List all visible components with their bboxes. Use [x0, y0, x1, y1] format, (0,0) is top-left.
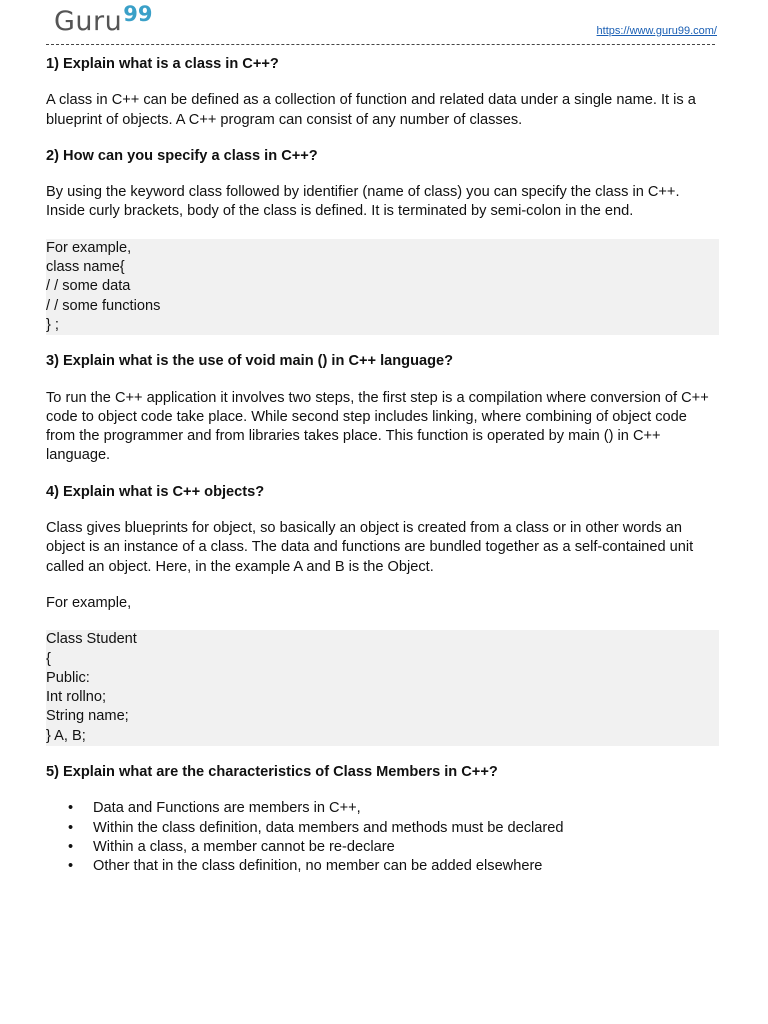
example-label: For example,	[46, 594, 132, 611]
answer-2: By using the keyword class followed by identifier (name of class) you can specify the class in C++. Inside curly brackets, body of the class is defined. It is terminated by semi-colon in the end.	[46, 184, 680, 220]
code-block-1	[46, 239, 719, 335]
list-item	[46, 799, 719, 818]
question-3: 3) Explain what is the use of void main () in C++ language?	[46, 353, 454, 370]
code-block-2	[46, 630, 719, 746]
code-line: {	[46, 650, 51, 667]
code-line: Public:	[46, 669, 90, 686]
guru99-logo	[54, 2, 152, 37]
header-divider	[46, 44, 715, 45]
code-line: Class Student	[46, 631, 137, 648]
list-item-text: Within the class definition, data members and methods must be declared	[93, 819, 564, 836]
code-line: / / some data	[46, 278, 131, 295]
bullet-icon: •	[68, 800, 74, 817]
code-line: class name{	[46, 259, 125, 276]
bullet-icon: •	[68, 858, 74, 875]
logo-number: 99	[123, 2, 153, 26]
answer-4: Class gives blueprints for object, so basically an object is created from a class or in other words an object is an instance of a class. The data and functions are bundled together as a self-contained unit called an object. Here, in the example A and B is the Object.	[46, 520, 694, 575]
code-line: } A, B;	[46, 727, 86, 744]
code-line: String name;	[46, 708, 129, 725]
list-item	[46, 857, 719, 876]
characteristics-list	[46, 799, 719, 876]
code-line: / / some functions	[46, 297, 161, 314]
question-1: 1) Explain what is a class in C++?	[46, 56, 279, 72]
bullet-icon: •	[68, 838, 74, 855]
list-item-text: Within a class, a member cannot be re-declare	[93, 838, 395, 855]
code-line: Int rollno;	[46, 689, 107, 706]
bullet-icon: •	[68, 819, 74, 836]
main-content	[46, 55, 719, 877]
list-item	[46, 838, 719, 857]
question-5: 5) Explain what are the characteristics of Class Members in C++?	[46, 764, 498, 781]
list-item-text: Data and Functions are members in C++,	[93, 800, 361, 817]
list-item-text: Other that in the class definition, no member can be added elsewhere	[93, 858, 543, 875]
code-line: } ;	[46, 316, 59, 333]
logo-text: Guru	[54, 6, 123, 37]
answer-3: To run the C++ application it involves two steps, the first step is a compilation where conversion of C++ code to object code take place. While second step includes linking, where combining of object code from the programmer and from libraries takes place. This function is operated by main () in C++ language.	[46, 389, 709, 464]
page-header	[46, 0, 719, 42]
question-4: 4) Explain what is C++ objects?	[46, 483, 265, 500]
code-line: For example,	[46, 239, 132, 256]
list-item	[46, 819, 719, 838]
site-url-link[interactable]: https://www.guru99.com/	[596, 25, 717, 37]
answer-1: A class in C++ can be defined as a collection of function and related data under a single name. It is a blueprint of objects. A C++ program can consist of any number of classes.	[46, 92, 696, 128]
document-page	[46, 0, 719, 875]
question-2: 2) How can you specify a class in C++?	[46, 147, 318, 164]
